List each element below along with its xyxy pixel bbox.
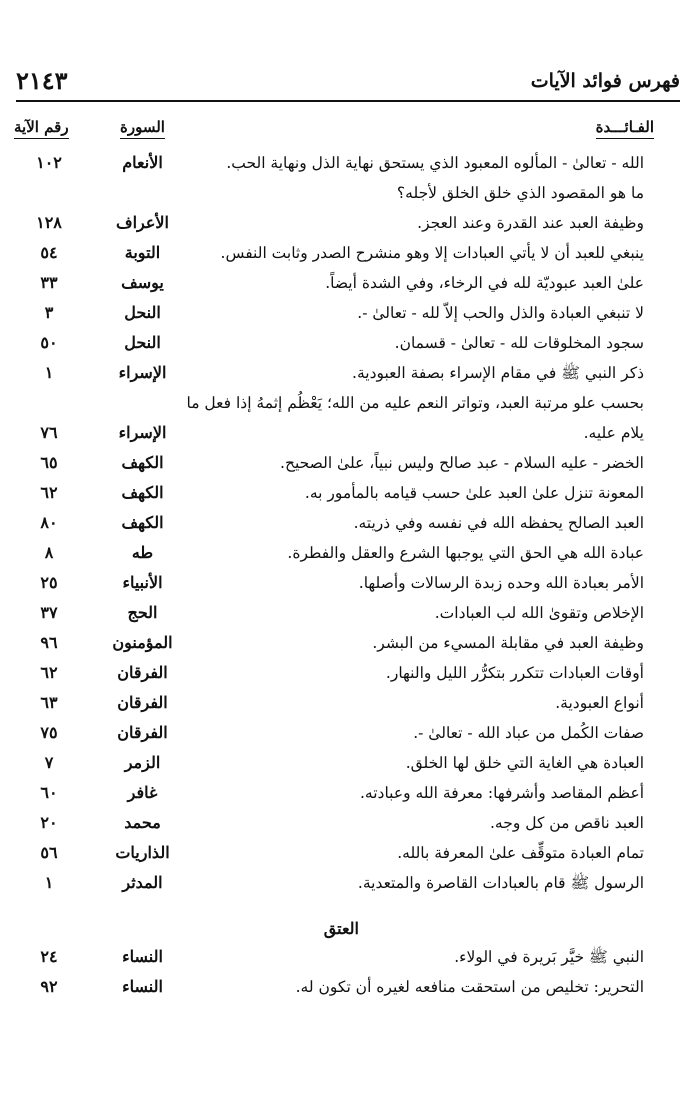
aya-number: ٦٢ bbox=[40, 483, 58, 502]
index-row bbox=[0, 718, 694, 748]
index-row bbox=[0, 838, 694, 868]
benefit-text: أعظم المقاصد وأشرفها: معرفة الله وعبادته. bbox=[359, 784, 644, 802]
index-row bbox=[0, 658, 694, 688]
aya-number: ٣ bbox=[44, 303, 54, 322]
aya-number: ٩٢ bbox=[40, 977, 58, 996]
page-number: ٢١٤٣ bbox=[16, 66, 68, 95]
header-divider bbox=[16, 100, 680, 102]
aya-number: ٨ bbox=[44, 543, 54, 562]
aya-number: ٥٤ bbox=[40, 243, 58, 262]
benefit-text: أنواع العبودية. bbox=[555, 694, 644, 712]
column-header-aya: رقم الآية bbox=[14, 118, 69, 136]
aya-number: ٢٤ bbox=[40, 947, 58, 966]
sura-name: النحل bbox=[124, 303, 161, 322]
sura-name: الذاريات bbox=[115, 843, 170, 862]
aya-number: ١ bbox=[44, 363, 54, 382]
benefit-text: المعونة تنزل علىٰ العبد علىٰ حسب قيامه بالمأمور به. bbox=[304, 484, 644, 502]
benefit-text: سجود المخلوقات لله - تعالىٰ - قسمان. bbox=[394, 334, 644, 352]
column-header-faida: الفـائـــدة bbox=[596, 118, 654, 136]
benefit-text: الله - تعالىٰ - المألوه المعبود الذي يستحق نهاية الذل ونهاية الحب. bbox=[226, 154, 644, 172]
page-header bbox=[16, 66, 680, 100]
sura-name: التوبة bbox=[124, 243, 161, 262]
index-row bbox=[0, 478, 694, 508]
sura-name: غافر bbox=[127, 783, 158, 802]
index-row bbox=[0, 178, 694, 208]
index-row bbox=[0, 388, 694, 448]
page-title: فهرس فوائد الآيات bbox=[530, 70, 680, 92]
index-row bbox=[0, 238, 694, 268]
index-row bbox=[0, 148, 694, 178]
index-row bbox=[0, 688, 694, 718]
sura-name: محمد bbox=[124, 813, 161, 832]
sura-name: الكهف bbox=[121, 483, 164, 502]
index-row bbox=[0, 328, 694, 358]
index-row bbox=[0, 508, 694, 538]
benefit-text: العبد الصالح يحفظه الله في نفسه وفي ذريته. bbox=[353, 514, 644, 532]
sura-name: الفرقان bbox=[117, 723, 168, 742]
aya-number: ٢٠ bbox=[40, 813, 58, 832]
index-row bbox=[0, 942, 694, 972]
aya-number: ٣٧ bbox=[40, 603, 58, 622]
sura-name: الحج bbox=[127, 603, 158, 622]
sura-name: الفرقان bbox=[117, 693, 168, 712]
sura-name: المؤمنون bbox=[112, 633, 173, 652]
benefit-text: عبادة الله هي الحق التي يوجبها الشرع والعقل والفطرة. bbox=[287, 544, 644, 562]
index-row bbox=[0, 268, 694, 298]
index-row bbox=[0, 358, 694, 388]
index-row bbox=[0, 298, 694, 328]
benefit-text: ذكر النبي ﷺ في مقام الإسراء بصفة العبودية. bbox=[352, 364, 644, 382]
benefit-text: وظيفة العبد في مقابلة المسيء من البشر. bbox=[372, 634, 644, 652]
aya-number: ١٢٨ bbox=[36, 213, 62, 232]
index-rows bbox=[0, 148, 694, 1002]
benefit-text: التحرير: تخليص من استحقت منافعه لغيره أن تكون له. bbox=[295, 978, 644, 996]
aya-number: ٦٠ bbox=[40, 783, 58, 802]
index-row bbox=[0, 808, 694, 838]
benefit-text: أوقات العبادات تتكرر بتكرُّر الليل والنهار. bbox=[385, 664, 644, 682]
sura-name: الأنعام bbox=[122, 153, 163, 172]
benefit-text: بحسب علو مرتبة العبد، وتواتر النعم عليه من الله؛ يَعْظُم إثمهُ إذا فعل ما يلام عليه. bbox=[186, 394, 644, 442]
index-row bbox=[0, 448, 694, 478]
sura-name: الفرقان bbox=[117, 663, 168, 682]
benefit-text: لا تنبغي العبادة والذل والحب إلاّ لله - تعالىٰ -. bbox=[357, 304, 644, 322]
aya-number: ٨٠ bbox=[40, 513, 58, 532]
index-row bbox=[0, 972, 694, 1002]
index-row bbox=[0, 868, 694, 898]
index-row bbox=[0, 208, 694, 238]
aya-number: ١٠٢ bbox=[36, 153, 62, 172]
benefit-text: تمام العبادة متوقِّف علىٰ المعرفة بالله. bbox=[397, 844, 644, 862]
sura-name: النساء bbox=[122, 977, 163, 996]
sura-name: طه bbox=[131, 543, 154, 562]
aya-number: ٧ bbox=[44, 753, 54, 772]
benefit-text: الأمر بعبادة الله وحده زبدة الرسالات وأصلها. bbox=[358, 574, 644, 592]
index-row bbox=[0, 778, 694, 808]
index-row bbox=[0, 598, 694, 628]
benefit-text: الخضر - عليه السلام - عبد صالح وليس نبياً، علىٰ الصحيح. bbox=[280, 454, 644, 472]
benefit-text: وظيفة العبد عند القدرة وعند العجز. bbox=[417, 214, 644, 232]
benefit-text: صفات الكُمل من عباد الله - تعالىٰ -. bbox=[413, 724, 644, 742]
aya-number: ٥٦ bbox=[40, 843, 58, 862]
section-heading bbox=[0, 898, 694, 942]
sura-name: الكهف bbox=[121, 513, 164, 532]
section-title: العتق bbox=[323, 919, 359, 938]
aya-number: ٦٢ bbox=[40, 663, 58, 682]
sura-name: الإسراء bbox=[118, 423, 167, 442]
aya-number: ٣٣ bbox=[40, 273, 58, 292]
aya-number: ٦٣ bbox=[40, 693, 58, 712]
aya-number: ١ bbox=[44, 873, 54, 892]
sura-name: النساء bbox=[122, 947, 163, 966]
sura-name: النحل bbox=[124, 333, 161, 352]
column-header-sura: السورة bbox=[120, 118, 165, 136]
benefit-text: الرسول ﷺ قام بالعبادات القاصرة والمتعدية. bbox=[357, 874, 644, 892]
sura-name: يوسف bbox=[121, 273, 164, 292]
sura-name: الزمر bbox=[124, 753, 161, 772]
sura-name: الكهف bbox=[121, 453, 164, 472]
aya-number: ٢٥ bbox=[40, 573, 58, 592]
sura-name: المدثر bbox=[122, 873, 163, 892]
aya-number: ٩٦ bbox=[40, 633, 58, 652]
sura-name: الأنبياء bbox=[122, 573, 163, 592]
aya-number: ٦٥ bbox=[40, 453, 58, 472]
index-row bbox=[0, 628, 694, 658]
index-row bbox=[0, 538, 694, 568]
aya-number: ٧٥ bbox=[40, 723, 58, 742]
benefit-text: ينبغي للعبد أن لا يأتي العبادات إلا وهو منشرح الصدر وثابت النفس. bbox=[220, 244, 644, 262]
aya-number: ٧٦ bbox=[40, 423, 58, 442]
benefit-text: العبادة هي الغاية التي خلق لها الخلق. bbox=[405, 754, 644, 772]
benefit-text: النبي ﷺ خيَّر بَريرة في الولاء. bbox=[454, 948, 644, 966]
benefit-text: علىٰ العبد عبوديّة لله في الرخاء، وفي الشدة أيضاً. bbox=[325, 274, 644, 292]
index-row bbox=[0, 748, 694, 778]
sura-name: الأعراف bbox=[116, 213, 169, 232]
benefit-text: العبد ناقص من كل وجه. bbox=[490, 814, 644, 832]
benefit-text: ما هو المقصود الذي خلق الخلق لأجله؟ bbox=[396, 184, 644, 202]
benefit-text: الإخلاص وتقوىٰ الله لب العبادات. bbox=[434, 604, 644, 622]
index-row bbox=[0, 568, 694, 598]
aya-number: ٥٠ bbox=[40, 333, 58, 352]
sura-name: الإسراء bbox=[118, 363, 167, 382]
